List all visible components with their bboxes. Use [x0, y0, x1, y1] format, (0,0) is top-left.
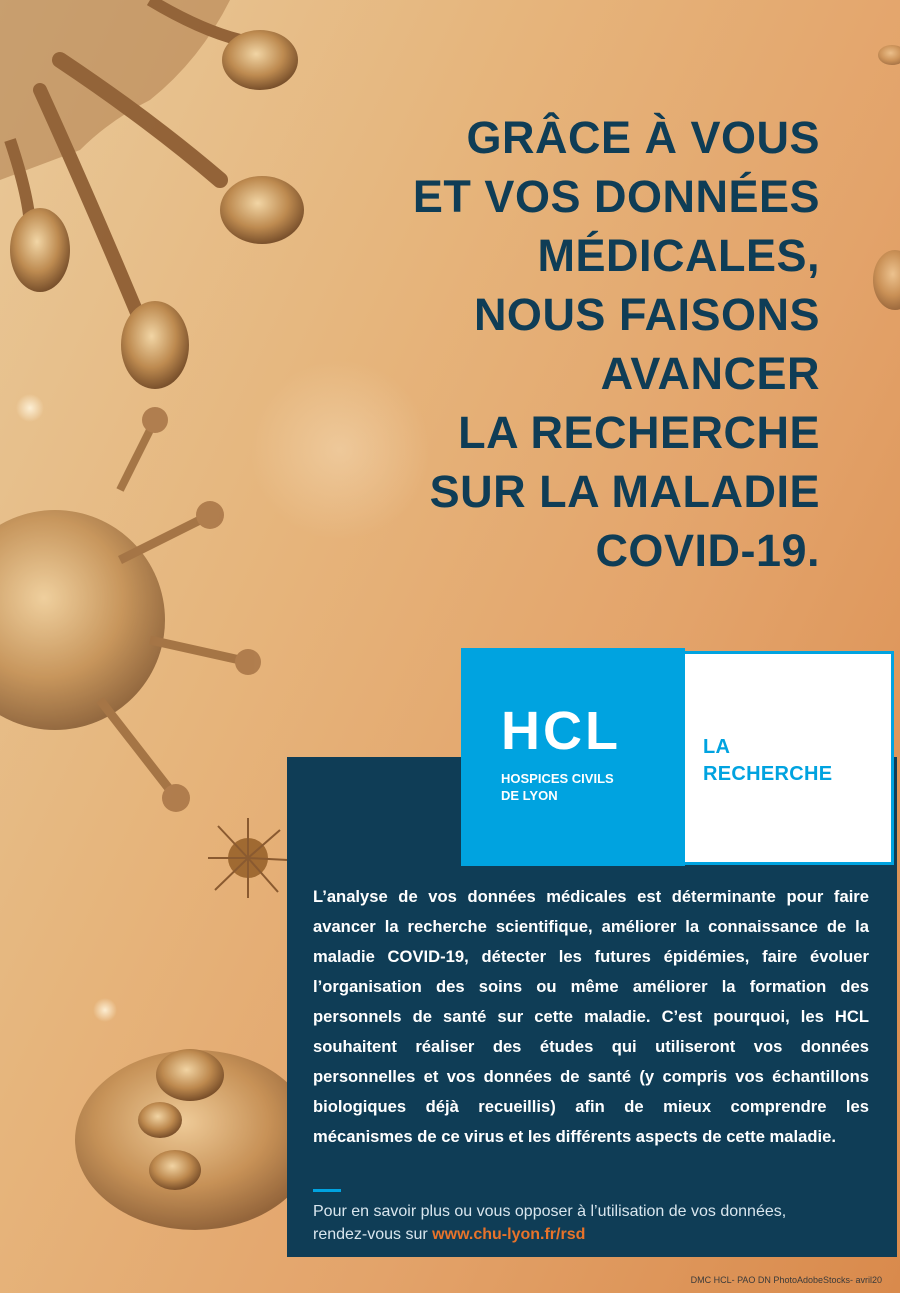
virus-small: [208, 818, 288, 898]
footer-text: [313, 1200, 873, 1246]
footer-line2: [313, 1223, 873, 1246]
footer-line2-prefix: rendez-vous sur: [313, 1226, 433, 1243]
hcl-logo-name-line1: HOSPICES CIVILS: [501, 771, 614, 786]
headline: [260, 108, 820, 580]
virus-mid-left: [0, 407, 261, 812]
body-paragraph: L’analyse de vos données médicales est déterminante pour faire avancer la recherche scientifique, améliorer la connaissance de la maladie COVID-19, détecter les futures épidémies, faire évoluer l’organisation des soins ou même améliorer la formation des personnels de santé sur cette maladie. C’est pourquoi, les HCL souhaitent réaliser des études qui utiliseront vos données personnelles et vos données de santé (y compris vos échantillons biologiques déjà recueillis) afin de mieux comprendre les mécanismes de ce virus et les différents aspects de cette maladie.: [313, 887, 869, 1146]
hcl-logo-block: [461, 648, 685, 866]
headline-line: MÉDICALES,: [537, 230, 820, 281]
hcl-logo-name: [501, 770, 614, 804]
headline-line: LA RECHERCHE: [458, 407, 820, 458]
headline-line: SUR LA MALADIE: [429, 466, 820, 517]
virus-bottom-left: [75, 1049, 315, 1230]
headline-line: GRÂCE À VOUS: [466, 112, 820, 163]
headline-line: NOUS FAISONS: [473, 289, 820, 340]
divider: [313, 1189, 341, 1192]
section-label-line1: LA: [703, 736, 731, 758]
headline-line: AVANCER: [600, 348, 820, 399]
section-label-line2: RECHERCHE: [703, 763, 833, 785]
section-label: [703, 734, 832, 788]
footer-line1: Pour en savoir plus ou vous opposer à l’utilisation de vos données,: [313, 1203, 787, 1220]
hcl-logo-name-line2: DE LYON: [501, 788, 558, 803]
headline-line: ET VOS DONNÉES: [412, 171, 820, 222]
website-link[interactable]: www.chu-lyon.fr/rsd: [432, 1226, 586, 1243]
hcl-logo-acronym: HCL: [501, 701, 621, 761]
photo-credit: DMC HCL- PAO DN PhotoAdobeStocks- avril20: [690, 1275, 882, 1285]
section-label-block: [685, 651, 894, 865]
virus-top-left: [0, 0, 304, 389]
headline-line: COVID-19.: [595, 525, 820, 576]
